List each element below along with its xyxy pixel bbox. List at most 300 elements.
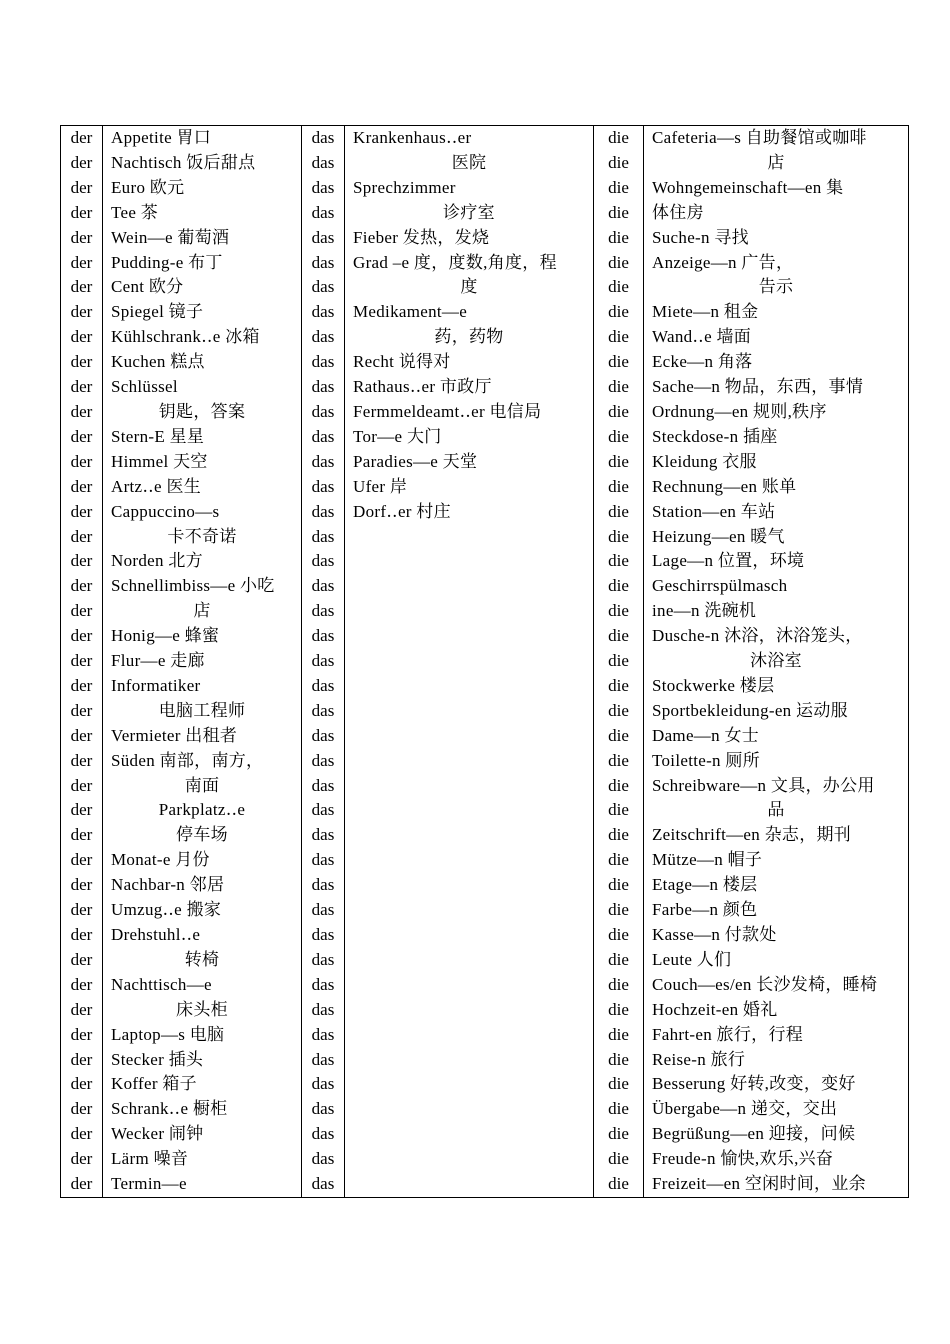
- der-article-cell: der: [61, 774, 103, 799]
- der-article-cell: der: [61, 1097, 103, 1122]
- table-row: [61, 350, 909, 375]
- die-noun-cell: Geschirrspülmasch: [644, 574, 909, 599]
- die-article-cell: die: [594, 425, 644, 450]
- das-noun-cell: Grad –e 度，度数,角度，程: [345, 251, 594, 276]
- das-noun-cell: [345, 798, 594, 823]
- der-noun-cell: Wein—e 葡萄酒: [103, 226, 302, 251]
- die-noun-cell: Zeitschrift—en 杂志，期刊: [644, 823, 909, 848]
- der-noun-cell: Lärm 噪音: [103, 1147, 302, 1172]
- das-noun-cell: Fieber 发热，发烧: [345, 226, 594, 251]
- table-row: [61, 151, 909, 176]
- der-noun-cell: 钥匙，答案: [103, 400, 302, 425]
- table-row: [61, 1072, 909, 1097]
- die-noun-cell: Wohngemeinschaft—en 集: [644, 176, 909, 201]
- table-row: [61, 375, 909, 400]
- die-article-cell: die: [594, 201, 644, 226]
- die-noun-cell: Cafeteria—s 自助餐馆或咖啡: [644, 126, 909, 151]
- die-noun-cell: Reise-n 旅行: [644, 1048, 909, 1073]
- die-article-cell: die: [594, 500, 644, 525]
- die-article-cell: die: [594, 973, 644, 998]
- die-article-cell: die: [594, 126, 644, 151]
- table-row: [61, 226, 909, 251]
- das-article-cell: das: [302, 923, 345, 948]
- der-article-cell: der: [61, 798, 103, 823]
- table-row: [61, 798, 909, 823]
- der-noun-cell: Cent 欧分: [103, 275, 302, 300]
- das-noun-cell: Paradies—e 天堂: [345, 450, 594, 475]
- table-row: [61, 525, 909, 550]
- die-noun-cell: Suche-n 寻找: [644, 226, 909, 251]
- table-row: [61, 275, 909, 300]
- der-noun-cell: Termin—e: [103, 1172, 302, 1197]
- das-article-cell: das: [302, 500, 345, 525]
- das-noun-cell: [345, 749, 594, 774]
- das-article-cell: das: [302, 151, 345, 176]
- das-noun-cell: [345, 599, 594, 624]
- der-article-cell: der: [61, 923, 103, 948]
- die-noun-cell: Schreibware—n 文具，办公用: [644, 774, 909, 799]
- das-noun-cell: 药，药物: [345, 325, 594, 350]
- die-noun-cell: 品: [644, 798, 909, 823]
- die-article-cell: die: [594, 151, 644, 176]
- der-noun-cell: 卡不奇诺: [103, 525, 302, 550]
- das-noun-cell: [345, 998, 594, 1023]
- die-article-cell: die: [594, 450, 644, 475]
- das-noun-cell: Krankenhaus‥er: [345, 126, 594, 151]
- die-noun-cell: Leute 人们: [644, 948, 909, 973]
- das-noun-cell: [345, 873, 594, 898]
- das-article-cell: das: [302, 848, 345, 873]
- die-noun-cell: Ordnung—en 规则,秩序: [644, 400, 909, 425]
- das-article-cell: das: [302, 126, 345, 151]
- die-article-cell: die: [594, 1122, 644, 1147]
- der-article-cell: der: [61, 574, 103, 599]
- die-article-cell: die: [594, 226, 644, 251]
- die-noun-cell: 体住房: [644, 201, 909, 226]
- vocabulary-table-body: [61, 126, 909, 1198]
- der-article-cell: der: [61, 176, 103, 201]
- table-row: [61, 1048, 909, 1073]
- die-noun-cell: Wand‥e 墙面: [644, 325, 909, 350]
- das-article-cell: das: [302, 325, 345, 350]
- die-article-cell: die: [594, 1147, 644, 1172]
- der-article-cell: der: [61, 275, 103, 300]
- der-noun-cell: Nachttisch—e: [103, 973, 302, 998]
- der-noun-cell: Pudding-e 布丁: [103, 251, 302, 276]
- die-noun-cell: Sportbekleidung-en 运动服: [644, 699, 909, 724]
- das-article-cell: das: [302, 674, 345, 699]
- das-noun-cell: [345, 525, 594, 550]
- die-article-cell: die: [594, 475, 644, 500]
- das-noun-cell: Fermmeldeamt‥er 电信局: [345, 400, 594, 425]
- table-row: [61, 251, 909, 276]
- table-row: [61, 973, 909, 998]
- die-noun-cell: Hochzeit-en 婚礼: [644, 998, 909, 1023]
- das-article-cell: das: [302, 201, 345, 226]
- der-noun-cell: Umzug‥e 搬家: [103, 898, 302, 923]
- die-noun-cell: 店: [644, 151, 909, 176]
- table-row: [61, 699, 909, 724]
- der-article-cell: der: [61, 425, 103, 450]
- der-noun-cell: Nachtisch 饭后甜点: [103, 151, 302, 176]
- table-row: [61, 400, 909, 425]
- der-article-cell: der: [61, 151, 103, 176]
- die-noun-cell: Mütze—n 帽子: [644, 848, 909, 873]
- die-article-cell: die: [594, 948, 644, 973]
- das-noun-cell: Tor—e 大门: [345, 425, 594, 450]
- table-row: [61, 325, 909, 350]
- der-noun-cell: Süden 南部，南方，: [103, 749, 302, 774]
- die-noun-cell: Dame—n 女士: [644, 724, 909, 749]
- das-article-cell: das: [302, 300, 345, 325]
- die-article-cell: die: [594, 400, 644, 425]
- das-noun-cell: [345, 1122, 594, 1147]
- die-article-cell: die: [594, 774, 644, 799]
- das-article-cell: das: [302, 699, 345, 724]
- der-article-cell: der: [61, 201, 103, 226]
- table-row: [61, 674, 909, 699]
- table-row: [61, 898, 909, 923]
- das-noun-cell: 度: [345, 275, 594, 300]
- der-noun-cell: 床头柜: [103, 998, 302, 1023]
- der-noun-cell: Drehstuhl‥e: [103, 923, 302, 948]
- der-noun-cell: Cappuccino—s: [103, 500, 302, 525]
- table-row: [61, 1122, 909, 1147]
- das-article-cell: das: [302, 649, 345, 674]
- das-noun-cell: [345, 923, 594, 948]
- der-noun-cell: Schnellimbiss—e 小吃: [103, 574, 302, 599]
- das-noun-cell: [345, 624, 594, 649]
- der-noun-cell: 停车场: [103, 823, 302, 848]
- das-article-cell: das: [302, 1023, 345, 1048]
- der-noun-cell: 南面: [103, 774, 302, 799]
- der-noun-cell: Stecker 插头: [103, 1048, 302, 1073]
- der-article-cell: der: [61, 450, 103, 475]
- table-row: [61, 749, 909, 774]
- der-noun-cell: Norden 北方: [103, 549, 302, 574]
- die-noun-cell: Etage—n 楼层: [644, 873, 909, 898]
- die-article-cell: die: [594, 275, 644, 300]
- die-article-cell: die: [594, 674, 644, 699]
- die-article-cell: die: [594, 649, 644, 674]
- der-noun-cell: Laptop—s 电脑: [103, 1023, 302, 1048]
- table-row: [61, 176, 909, 201]
- die-article-cell: die: [594, 848, 644, 873]
- der-article-cell: der: [61, 699, 103, 724]
- der-article-cell: der: [61, 848, 103, 873]
- der-article-cell: der: [61, 549, 103, 574]
- das-article-cell: das: [302, 450, 345, 475]
- das-article-cell: das: [302, 275, 345, 300]
- der-noun-cell: 转椅: [103, 948, 302, 973]
- die-noun-cell: Übergabe—n 递交，交出: [644, 1097, 909, 1122]
- das-article-cell: das: [302, 1172, 345, 1197]
- der-noun-cell: Honig—e 蜂蜜: [103, 624, 302, 649]
- die-noun-cell: Besserung 好转,改变，变好: [644, 1072, 909, 1097]
- der-article-cell: der: [61, 500, 103, 525]
- table-row: [61, 1097, 909, 1122]
- der-article-cell: der: [61, 325, 103, 350]
- das-article-cell: das: [302, 549, 345, 574]
- die-article-cell: die: [594, 574, 644, 599]
- der-article-cell: der: [61, 823, 103, 848]
- die-noun-cell: 告示: [644, 275, 909, 300]
- die-noun-cell: Farbe—n 颜色: [644, 898, 909, 923]
- das-article-cell: das: [302, 251, 345, 276]
- das-article-cell: das: [302, 226, 345, 251]
- die-article-cell: die: [594, 549, 644, 574]
- das-article-cell: das: [302, 1097, 345, 1122]
- das-article-cell: das: [302, 624, 345, 649]
- das-article-cell: das: [302, 375, 345, 400]
- das-article-cell: das: [302, 400, 345, 425]
- die-article-cell: die: [594, 699, 644, 724]
- das-noun-cell: [345, 1023, 594, 1048]
- die-noun-cell: Station—en 车站: [644, 500, 909, 525]
- die-article-cell: die: [594, 873, 644, 898]
- der-noun-cell: Appetite 胃口: [103, 126, 302, 151]
- die-article-cell: die: [594, 1097, 644, 1122]
- das-article-cell: das: [302, 350, 345, 375]
- die-article-cell: die: [594, 823, 644, 848]
- der-article-cell: der: [61, 375, 103, 400]
- der-article-cell: der: [61, 749, 103, 774]
- table-row: [61, 599, 909, 624]
- das-noun-cell: [345, 674, 594, 699]
- das-article-cell: das: [302, 724, 345, 749]
- der-noun-cell: Tee 茶: [103, 201, 302, 226]
- das-article-cell: das: [302, 525, 345, 550]
- das-noun-cell: 医院: [345, 151, 594, 176]
- table-row: [61, 624, 909, 649]
- das-article-cell: das: [302, 998, 345, 1023]
- die-article-cell: die: [594, 1072, 644, 1097]
- das-article-cell: das: [302, 599, 345, 624]
- die-noun-cell: Begrüßung—en 迎接，问候: [644, 1122, 909, 1147]
- der-noun-cell: Stern-E 星星: [103, 425, 302, 450]
- table-row: [61, 1147, 909, 1172]
- table-row: [61, 873, 909, 898]
- der-article-cell: der: [61, 525, 103, 550]
- table-row: [61, 823, 909, 848]
- der-noun-cell: Informatiker: [103, 674, 302, 699]
- der-article-cell: der: [61, 1122, 103, 1147]
- das-article-cell: das: [302, 798, 345, 823]
- das-noun-cell: [345, 649, 594, 674]
- table-row: [61, 450, 909, 475]
- die-noun-cell: Kleidung 衣服: [644, 450, 909, 475]
- table-row: [61, 475, 909, 500]
- das-noun-cell: [345, 1072, 594, 1097]
- das-noun-cell: Rathaus‥er 市政厅: [345, 375, 594, 400]
- der-article-cell: der: [61, 973, 103, 998]
- das-article-cell: das: [302, 1048, 345, 1073]
- das-noun-cell: Recht 说得对: [345, 350, 594, 375]
- table-row: [61, 1023, 909, 1048]
- die-article-cell: die: [594, 1048, 644, 1073]
- das-noun-cell: [345, 549, 594, 574]
- der-article-cell: der: [61, 1048, 103, 1073]
- die-article-cell: die: [594, 624, 644, 649]
- die-article-cell: die: [594, 375, 644, 400]
- der-article-cell: der: [61, 251, 103, 276]
- die-article-cell: die: [594, 599, 644, 624]
- table-row: [61, 774, 909, 799]
- der-article-cell: der: [61, 674, 103, 699]
- der-article-cell: der: [61, 126, 103, 151]
- der-article-cell: der: [61, 350, 103, 375]
- die-noun-cell: Rechnung—en 账单: [644, 475, 909, 500]
- das-noun-cell: Dorf‥er 村庄: [345, 500, 594, 525]
- das-noun-cell: [345, 574, 594, 599]
- table-row: [61, 948, 909, 973]
- das-noun-cell: [345, 774, 594, 799]
- der-noun-cell: Schrank‥e 橱柜: [103, 1097, 302, 1122]
- der-noun-cell: 店: [103, 599, 302, 624]
- die-noun-cell: Fahrt-en 旅行，行程: [644, 1023, 909, 1048]
- die-article-cell: die: [594, 176, 644, 201]
- der-article-cell: der: [61, 475, 103, 500]
- das-article-cell: das: [302, 823, 345, 848]
- das-noun-cell: Medikament—e: [345, 300, 594, 325]
- die-article-cell: die: [594, 1172, 644, 1197]
- die-article-cell: die: [594, 325, 644, 350]
- der-noun-cell: Wecker 闹钟: [103, 1122, 302, 1147]
- der-article-cell: der: [61, 898, 103, 923]
- das-article-cell: das: [302, 1122, 345, 1147]
- die-noun-cell: Sache—n 物品，东西，事情: [644, 375, 909, 400]
- der-noun-cell: Artz‥e 医生: [103, 475, 302, 500]
- der-article-cell: der: [61, 1147, 103, 1172]
- der-article-cell: der: [61, 400, 103, 425]
- table-row: [61, 923, 909, 948]
- table-row: [61, 1172, 909, 1197]
- der-noun-cell: Euro 欧元: [103, 176, 302, 201]
- die-noun-cell: Kasse—n 付款处: [644, 923, 909, 948]
- das-noun-cell: [345, 724, 594, 749]
- der-article-cell: der: [61, 1023, 103, 1048]
- das-article-cell: das: [302, 973, 345, 998]
- das-article-cell: das: [302, 176, 345, 201]
- der-article-cell: der: [61, 724, 103, 749]
- das-noun-cell: [345, 973, 594, 998]
- die-article-cell: die: [594, 525, 644, 550]
- das-article-cell: das: [302, 873, 345, 898]
- das-noun-cell: [345, 848, 594, 873]
- der-noun-cell: Himmel 天空: [103, 450, 302, 475]
- die-noun-cell: Couch—es/en 长沙发椅，睡椅: [644, 973, 909, 998]
- die-article-cell: die: [594, 798, 644, 823]
- table-row: [61, 998, 909, 1023]
- table-row: [61, 425, 909, 450]
- table-row: [61, 126, 909, 151]
- die-noun-cell: Lage—n 位置，环境: [644, 549, 909, 574]
- die-article-cell: die: [594, 1023, 644, 1048]
- der-article-cell: der: [61, 1072, 103, 1097]
- der-noun-cell: Kuchen 糕点: [103, 350, 302, 375]
- die-noun-cell: 沐浴室: [644, 649, 909, 674]
- das-article-cell: das: [302, 475, 345, 500]
- table-row: [61, 300, 909, 325]
- die-article-cell: die: [594, 749, 644, 774]
- table-row: [61, 574, 909, 599]
- die-noun-cell: Ecke—n 角落: [644, 350, 909, 375]
- table-row: [61, 724, 909, 749]
- das-noun-cell: Ufer 岸: [345, 475, 594, 500]
- table-row: [61, 201, 909, 226]
- die-noun-cell: ine—n 洗碗机: [644, 599, 909, 624]
- das-noun-cell: [345, 1048, 594, 1073]
- das-noun-cell: [345, 823, 594, 848]
- die-noun-cell: Toilette-n 厕所: [644, 749, 909, 774]
- der-article-cell: der: [61, 226, 103, 251]
- vocabulary-table: [60, 125, 909, 1198]
- die-noun-cell: Freizeit—en 空闲时间，业余: [644, 1172, 909, 1197]
- der-noun-cell: Flur—e 走廊: [103, 649, 302, 674]
- das-article-cell: das: [302, 1147, 345, 1172]
- der-noun-cell: Monat-e 月份: [103, 848, 302, 873]
- der-article-cell: der: [61, 599, 103, 624]
- die-article-cell: die: [594, 724, 644, 749]
- table-row: [61, 848, 909, 873]
- das-noun-cell: [345, 1147, 594, 1172]
- das-noun-cell: [345, 699, 594, 724]
- der-article-cell: der: [61, 998, 103, 1023]
- die-article-cell: die: [594, 251, 644, 276]
- der-noun-cell: Kühlschrank‥e 冰箱: [103, 325, 302, 350]
- der-article-cell: der: [61, 649, 103, 674]
- die-noun-cell: Dusche-n 沐浴，沐浴笼头，: [644, 624, 909, 649]
- die-article-cell: die: [594, 998, 644, 1023]
- das-article-cell: das: [302, 425, 345, 450]
- der-noun-cell: Koffer 箱子: [103, 1072, 302, 1097]
- die-noun-cell: Stockwerke 楼层: [644, 674, 909, 699]
- das-noun-cell: Sprechzimmer: [345, 176, 594, 201]
- das-article-cell: das: [302, 749, 345, 774]
- das-article-cell: das: [302, 948, 345, 973]
- table-row: [61, 549, 909, 574]
- das-noun-cell: [345, 1172, 594, 1197]
- der-article-cell: der: [61, 624, 103, 649]
- das-article-cell: das: [302, 898, 345, 923]
- der-article-cell: der: [61, 948, 103, 973]
- das-noun-cell: 诊疗室: [345, 201, 594, 226]
- der-noun-cell: 电脑工程师: [103, 699, 302, 724]
- der-noun-cell: Nachbar-n 邻居: [103, 873, 302, 898]
- die-noun-cell: Heizung—en 暖气: [644, 525, 909, 550]
- das-noun-cell: [345, 1097, 594, 1122]
- der-noun-cell: Vermieter 出租者: [103, 724, 302, 749]
- die-noun-cell: Freude-n 愉快,欢乐,兴奋: [644, 1147, 909, 1172]
- die-article-cell: die: [594, 898, 644, 923]
- das-noun-cell: [345, 948, 594, 973]
- die-article-cell: die: [594, 350, 644, 375]
- der-noun-cell: Schlüssel: [103, 375, 302, 400]
- die-noun-cell: Anzeige—n 广告，: [644, 251, 909, 276]
- das-noun-cell: [345, 898, 594, 923]
- der-noun-cell: Parkplatz‥e: [103, 798, 302, 823]
- der-noun-cell: Spiegel 镜子: [103, 300, 302, 325]
- die-article-cell: die: [594, 300, 644, 325]
- der-article-cell: der: [61, 873, 103, 898]
- das-article-cell: das: [302, 774, 345, 799]
- der-article-cell: der: [61, 300, 103, 325]
- das-article-cell: das: [302, 574, 345, 599]
- table-row: [61, 500, 909, 525]
- table-row: [61, 649, 909, 674]
- die-noun-cell: Miete—n 租金: [644, 300, 909, 325]
- die-noun-cell: Steckdose-n 插座: [644, 425, 909, 450]
